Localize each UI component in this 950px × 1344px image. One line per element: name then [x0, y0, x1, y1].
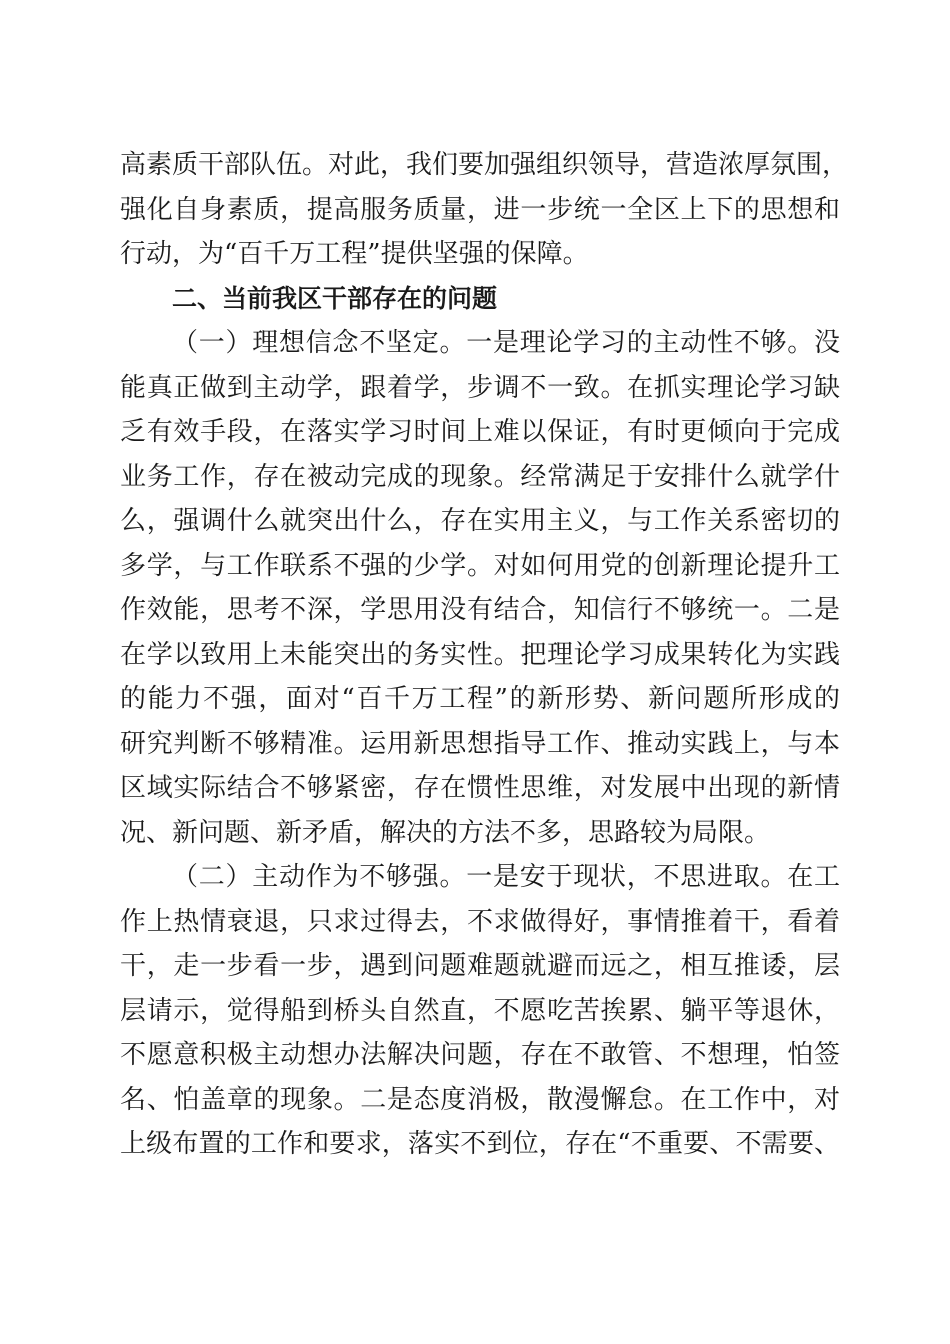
- text-line: 高素质干部队伍。对此，我们要加强组织领导，营造浓厚氛围，: [120, 150, 849, 180]
- section-heading: 二、当前我区干部存在的问题: [172, 283, 498, 313]
- text-line: 业务工作，存在被动完成的现象。经常满足于安排什么就学什: [120, 461, 840, 492]
- text-line: 不愿意积极主动想办法解决问题，存在不敢管、不想理，怕签: [120, 1040, 840, 1070]
- text-line: 多学，与工作联系不强的少学。对如何用党的创新理论提升工: [120, 550, 840, 581]
- text-line: 上级布置的工作和要求，落实不到位，存在“不重要、不需要、: [120, 1129, 840, 1159]
- text-line: 况、新问题、新矛盾，解决的方法不多，思路较为局限。: [120, 817, 771, 848]
- text-line: 层请示，觉得船到桥头自然直，不愿吃苦挨累、躺平等退休，: [120, 995, 840, 1026]
- text-line: 行动，为“百千万工程”提供坚强的保障。: [120, 239, 589, 269]
- text-line: 么，强调什么就突出什么，存在实用主义，与工作关系密切的: [120, 506, 840, 536]
- text-line: （一）理想信念不坚定。一是理论学习的主动性不够。没: [172, 328, 840, 358]
- text-line: 研究判断不够精准。运用新思想指导工作、推动实践上，与本: [120, 728, 840, 759]
- text-line: 能真正做到主动学，跟着学，步调不一致。在抓实理论学习缺: [120, 372, 840, 403]
- text-line: 强化自身素质，提高服务质量，进一步统一全区上下的思想和: [120, 194, 840, 225]
- text-line: 干，走一步看一步，遇到问题难题就避而远之，相互推诿，层: [120, 951, 840, 981]
- text-line: 名、怕盖章的现象。二是态度消极，散漫懈怠。在工作中，对: [120, 1084, 840, 1115]
- text-line: 作效能，思考不深，学思用没有结合，知信行不够统一。二是: [120, 595, 840, 625]
- text-line: 作上热情衰退，只求过得去，不求做得好，事情推着干，看着: [120, 906, 840, 937]
- text-line: 乏有效手段，在落实学习时间上难以保证，有时更倾向于完成: [120, 417, 840, 447]
- text-line: 区域实际结合不够紧密，存在惯性思维，对发展中出现的新情: [120, 773, 840, 803]
- text-line: 的能力不强，面对“百千万工程”的新形势、新问题所形成的: [120, 684, 840, 714]
- document-body: [120, 143, 849, 1167]
- text-line: 在学以致用上未能突出的务实性。把理论学习成果转化为实践: [120, 639, 840, 670]
- text-line: （二）主动作为不够强。一是安于现状，不思进取。在工: [172, 862, 840, 892]
